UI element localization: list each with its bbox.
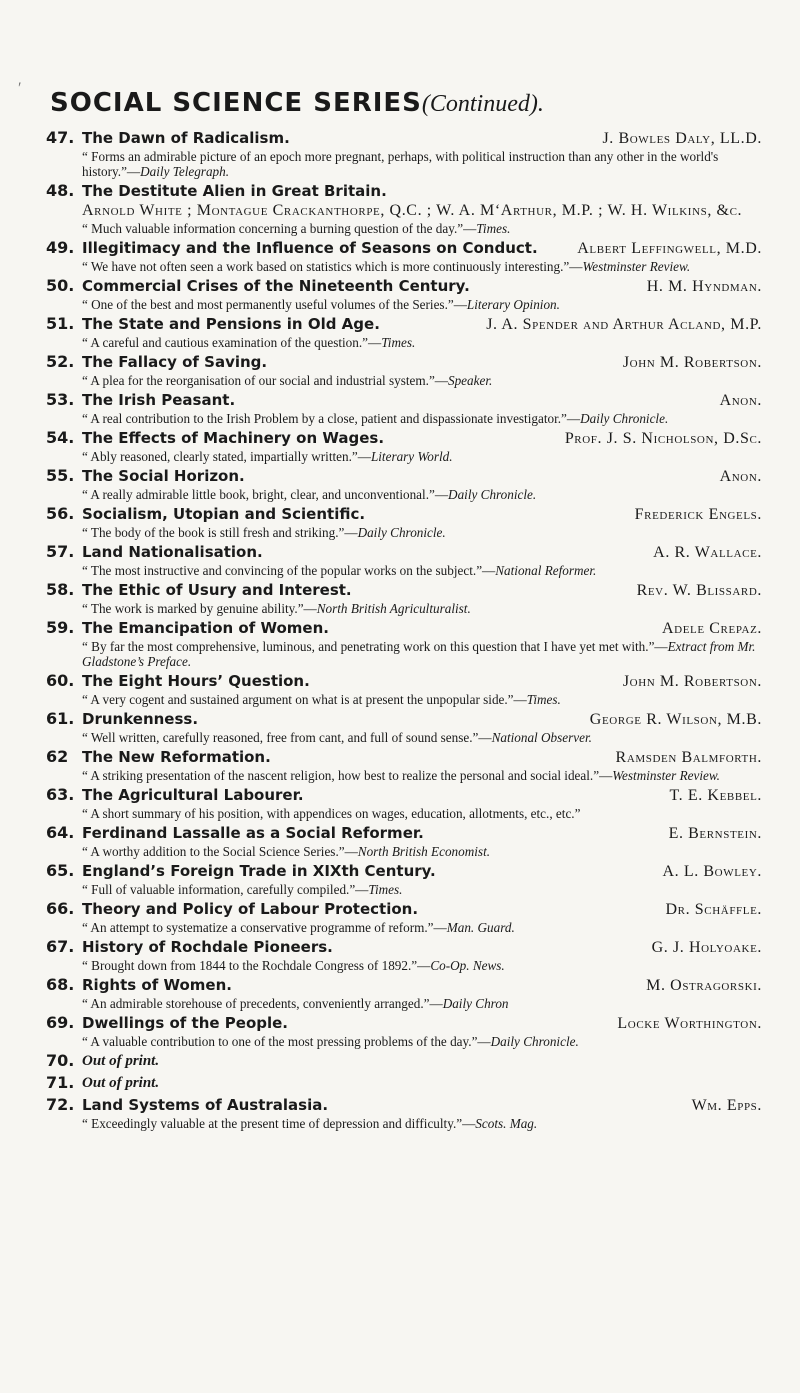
list-item <box>46 352 762 388</box>
list-item <box>46 276 762 312</box>
quote-source: Daily Chronicle. <box>580 411 669 426</box>
review-quote <box>82 563 762 578</box>
book-author: George R. Wilson, M.B. <box>589 711 762 728</box>
list-item <box>46 1013 762 1049</box>
list-item <box>46 542 762 578</box>
quote-source: Scots. Mag. <box>475 1116 538 1131</box>
book-title: The New Reformation. <box>82 748 271 766</box>
review-quote <box>82 692 762 707</box>
quote-source: Daily Chronicle. <box>448 487 537 502</box>
quote-source: National Observer. <box>491 730 592 745</box>
quote-text: “ Much valuable information concerning a burning question of the day.”— <box>82 221 477 236</box>
book-author: Anon. <box>719 468 762 485</box>
quote-text: “ By far the most comprehensive, luminous, and penetrating work on this question that I have yet met with.”— <box>82 639 668 654</box>
review-quote <box>82 411 762 426</box>
entry-number: 47. <box>46 128 75 147</box>
book-author: A. L. Bowley. <box>662 863 762 880</box>
book-author: E. Bernstein. <box>668 825 762 842</box>
list-item <box>46 314 762 350</box>
book-title: Out of print. <box>82 1053 160 1069</box>
book-title: Theory and Policy of Labour Protection. <box>82 900 419 918</box>
book-author: Albert Leffingwell, M.D. <box>577 240 762 257</box>
book-title: Land Nationalisation. <box>82 543 263 561</box>
review-quote <box>82 730 762 745</box>
entry-number: 69. <box>46 1013 75 1032</box>
quote-source: Literary Opinion. <box>466 297 560 312</box>
book-title: The State and Pensions in Old Age. <box>82 315 380 333</box>
margin-mark: ′ <box>18 80 22 97</box>
book-author: G. J. Holyoake. <box>651 939 762 956</box>
quote-text: “ Brought down from 1844 to the Rochdale Congress of 1892.”— <box>82 958 431 973</box>
review-quote <box>82 996 762 1011</box>
book-title: Drunkenness. <box>82 710 199 728</box>
book-author: J. Bowles Daly, LL.D. <box>602 130 762 147</box>
review-quote <box>82 882 762 897</box>
list-item <box>46 709 762 745</box>
quote-source: Daily Chronicle. <box>490 1034 579 1049</box>
entry-number: 66. <box>46 899 75 918</box>
list-item <box>46 823 762 859</box>
list-item <box>46 1073 762 1093</box>
list-item <box>46 747 762 783</box>
entry-number: 68. <box>46 975 75 994</box>
entry-number: 51. <box>46 314 75 333</box>
book-title: The Effects of Machinery on Wages. <box>82 429 385 447</box>
entry-number: 50. <box>46 276 75 295</box>
quote-source: Times. <box>381 335 416 350</box>
book-title: Commercial Crises of the Nineteenth Century. <box>82 277 470 295</box>
entry-number: 72. <box>46 1095 75 1114</box>
quote-source: Daily Chron <box>442 996 509 1011</box>
entry-number: 52. <box>46 352 75 371</box>
entry-number: 59. <box>46 618 75 637</box>
review-quote <box>82 149 762 179</box>
quote-source: Times. <box>526 692 561 707</box>
book-author: Prof. J. S. Nicholson, D.Sc. <box>564 430 762 447</box>
list-item <box>46 618 762 669</box>
book-title: The Dawn of Radicalism. <box>82 129 290 147</box>
entry-number: 49. <box>46 238 75 257</box>
quote-source: Westminster Review. <box>582 259 691 274</box>
quote-text: “ The body of the book is still fresh and striking.”— <box>82 525 358 540</box>
list-item <box>46 128 762 179</box>
book-author: Adele Crepaz. <box>662 620 762 637</box>
book-title: Land Systems of Australasia. <box>82 1096 329 1114</box>
review-quote <box>82 525 762 540</box>
quote-text: “ The most instructive and convincing of the popular works on the subject.”— <box>82 563 496 578</box>
book-author: Ramsden Balmforth. <box>615 749 762 766</box>
list-item <box>46 238 762 274</box>
entry-number: 62 <box>46 747 69 766</box>
book-author: Wm. Epps. <box>691 1097 762 1114</box>
list-item <box>46 899 762 935</box>
book-title: The Fallacy of Saving. <box>82 353 268 371</box>
quote-source: Speaker. <box>447 373 493 388</box>
list-item <box>46 428 762 464</box>
quote-text: “ An admirable storehouse of precedents, conveniently arranged.”— <box>82 996 443 1011</box>
book-title: England’s Foreign Trade in XIXth Century. <box>82 862 436 880</box>
entry-number: 56. <box>46 504 75 523</box>
entry-number: 65. <box>46 861 75 880</box>
book-author: John M. Robertson. <box>622 673 762 690</box>
quote-source: Times. <box>368 882 403 897</box>
list-item <box>46 975 762 1011</box>
review-quote <box>82 1034 762 1049</box>
list-item <box>46 1095 762 1131</box>
book-title: Rights of Women. <box>82 976 232 994</box>
book-author: H. M. Hyndman. <box>646 278 762 295</box>
quote-source: Co-Op. News. <box>430 958 505 973</box>
book-author: Arnold White ; Montague Crackanthorpe, Q.C. ; W. A. M‘Arthur, M.P. ; W. H. Wilkins, &c. <box>82 202 743 219</box>
quote-text: “ The work is marked by genuine ability.”— <box>82 601 317 616</box>
quote-source: Times. <box>476 221 511 236</box>
quote-text: “ A plea for the reorganisation of our social and industrial system.”— <box>82 373 448 388</box>
review-quote <box>82 335 762 350</box>
list-item <box>46 181 762 236</box>
entry-number: 61. <box>46 709 75 728</box>
entry-number: 60. <box>46 671 75 690</box>
book-title: Illegitimacy and the Influence of Seasons on Conduct. <box>82 239 538 257</box>
book-title: The Agricultural Labourer. <box>82 786 304 804</box>
review-quote <box>82 639 762 669</box>
book-title: The Destitute Alien in Great Britain. <box>82 182 387 200</box>
review-quote <box>82 259 762 274</box>
list-item <box>46 1051 762 1071</box>
book-author: M. Ostragorski. <box>646 977 762 994</box>
review-quote <box>82 920 762 935</box>
book-author: John M. Robertson. <box>622 354 762 371</box>
continued-label: (Continued). <box>421 91 544 117</box>
quote-text: “ Ably reasoned, clearly stated, impartially written.”— <box>82 449 371 464</box>
entry-number: 58. <box>46 580 75 599</box>
book-author: Rev. W. Blissard. <box>636 582 762 599</box>
quote-text: “ A worthy addition to the Social Science Series.”— <box>82 844 358 859</box>
entry-number: 48. <box>46 181 75 200</box>
entry-number: 70. <box>46 1051 75 1070</box>
entry-number: 64. <box>46 823 75 842</box>
book-author: Frederick Engels. <box>634 506 762 523</box>
quote-source: National Reformer. <box>495 563 597 578</box>
review-quote <box>82 806 762 821</box>
entry-number: 67. <box>46 937 75 956</box>
book-title: The Irish Peasant. <box>82 391 236 409</box>
list-item <box>46 861 762 897</box>
book-list <box>46 128 762 1133</box>
quote-text: “ An attempt to systematize a conservative programme of reform.”— <box>82 920 447 935</box>
entry-number: 63. <box>46 785 75 804</box>
review-quote <box>82 601 762 616</box>
quote-text: “ A very cogent and sustained argument on what is at present the unpopular side.”— <box>82 692 527 707</box>
book-title: The Eight Hours’ Question. <box>82 672 310 690</box>
quote-source: Man. Guard. <box>446 920 515 935</box>
quote-text: “ One of the best and most permanently useful volumes of the Series.”— <box>82 297 467 312</box>
quote-text: “ A really admirable little book, bright, clear, and unconventional.”— <box>82 487 449 502</box>
entry-number: 54. <box>46 428 75 447</box>
book-author: Locke Worthington. <box>617 1015 762 1032</box>
quote-source: Daily Telegraph. <box>140 164 230 179</box>
review-quote <box>82 1116 762 1131</box>
entry-number: 57. <box>46 542 75 561</box>
quote-source: Extract from Mr. Gladstone’s Preface. <box>82 639 756 669</box>
review-quote <box>82 487 762 502</box>
quote-text: “ Well written, carefully reasoned, free from cant, and full of sound sense.”— <box>82 730 492 745</box>
list-item <box>46 937 762 973</box>
review-quote <box>82 221 762 236</box>
list-item <box>46 390 762 426</box>
quote-text: “ A striking presentation of the nascent religion, how best to realize the personal and social ideal.”— <box>82 768 613 783</box>
quote-source: Literary World. <box>370 449 453 464</box>
book-title: Out of print. <box>82 1075 160 1091</box>
quote-text: “ A short summary of his position, with appendices on wages, education, allotments, etc., etc.” <box>82 806 581 821</box>
review-quote <box>82 844 762 859</box>
quote-text: “ We have not often seen a work based on statistics which is more continuously interesting.”— <box>82 259 583 274</box>
book-title: Ferdinand Lassalle as a Social Reformer. <box>82 824 424 842</box>
review-quote <box>82 297 762 312</box>
book-title: History of Rochdale Pioneers. <box>82 938 333 956</box>
quote-text: “ A valuable contribution to one of the most pressing problems of the day.”— <box>82 1034 491 1049</box>
review-quote <box>82 768 762 783</box>
book-title: The Ethic of Usury and Interest. <box>82 581 352 599</box>
book-author: Dr. Schäffle. <box>665 901 762 918</box>
entry-number: 55. <box>46 466 75 485</box>
quote-text: “ Full of valuable information, carefully compiled.”— <box>82 882 369 897</box>
quote-text: “ Forms an admirable picture of an epoch more pregnant, perhaps, with political instruction than any other in the world's history.”— <box>82 149 719 179</box>
book-author: Anon. <box>719 392 762 409</box>
list-item <box>46 671 762 707</box>
book-title: The Social Horizon. <box>82 467 245 485</box>
review-quote <box>82 449 762 464</box>
list-item <box>46 504 762 540</box>
review-quote <box>82 373 762 388</box>
list-item <box>46 466 762 502</box>
list-item <box>46 580 762 616</box>
series-title: SOCIAL SCIENCE SERIES <box>50 88 422 118</box>
quote-text: “ A real contribution to the Irish Problem by a close, patient and dispassionate investigator.”— <box>82 411 581 426</box>
quote-source: Westminster Review. <box>612 768 720 783</box>
quote-text: “ Exceedingly valuable at the present time of depression and difficulty.”— <box>82 1116 476 1131</box>
review-quote <box>82 958 762 973</box>
quote-text: “ A careful and cautious examination of the question.”— <box>82 335 382 350</box>
book-title: The Emancipation of Women. <box>82 619 329 637</box>
book-author: A. R. Wallace. <box>653 544 762 561</box>
book-author: J. A. Spender and Arthur Acland, M.P. <box>486 316 762 333</box>
list-item <box>46 785 762 821</box>
quote-source: North British Agriculturalist. <box>316 601 471 616</box>
quote-source: North British Economist. <box>357 844 491 859</box>
entry-number: 71. <box>46 1073 75 1092</box>
book-title: Socialism, Utopian and Scientific. <box>82 505 366 523</box>
book-author: T. E. Kebbel. <box>669 787 762 804</box>
page-header <box>50 88 544 118</box>
book-title: Dwellings of the People. <box>82 1014 288 1032</box>
quote-source: Daily Chronicle. <box>357 525 446 540</box>
entry-number: 53. <box>46 390 75 409</box>
